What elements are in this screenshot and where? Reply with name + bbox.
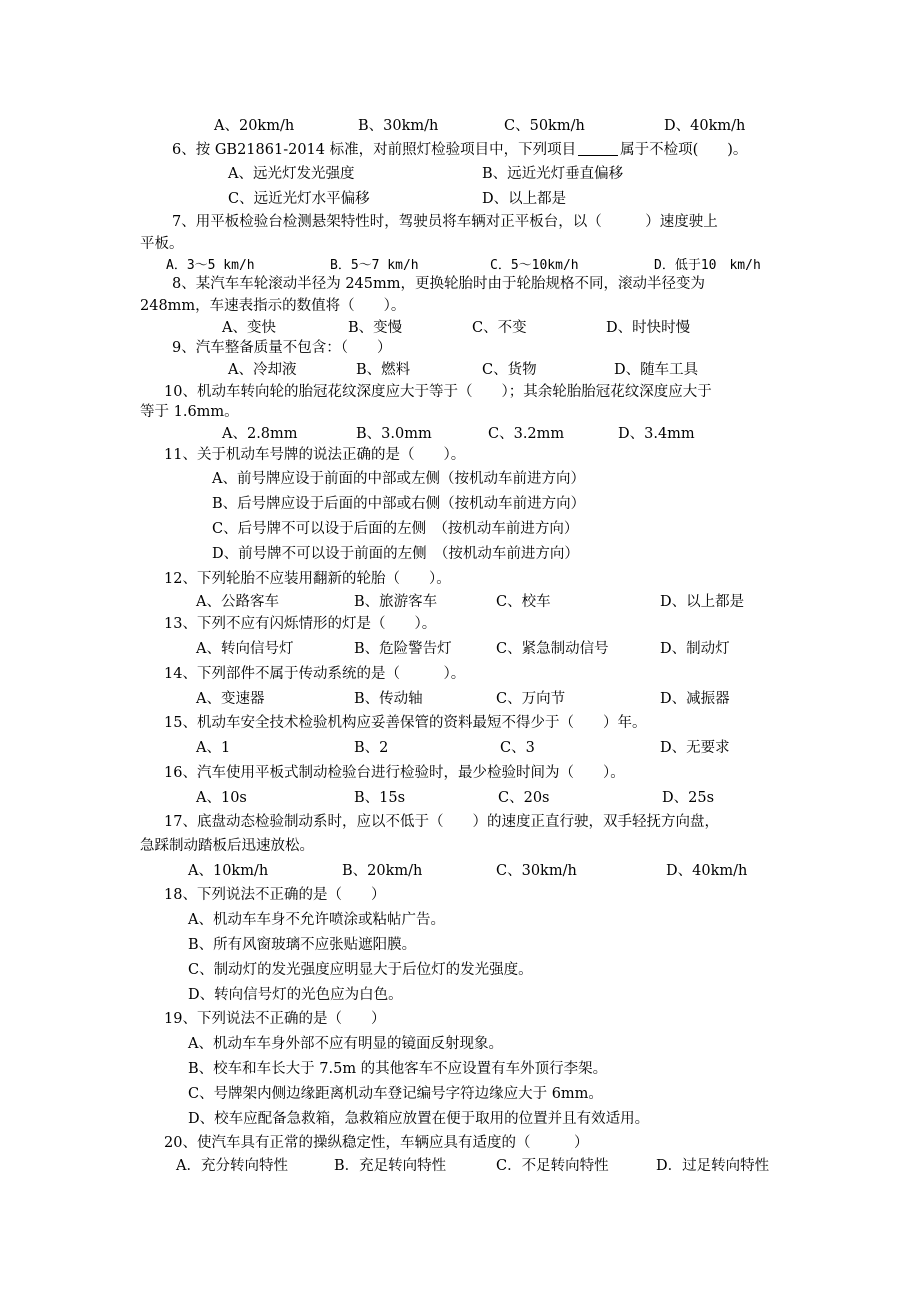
q6-option-b: B、远近光灯垂直偏移 xyxy=(482,166,624,182)
q7-option-c: C．5～10km/h xyxy=(490,258,579,273)
q5-option-a: A、20km/h xyxy=(214,118,295,134)
q10-stem-line2: 等于 1.6mm。 xyxy=(140,404,239,420)
q7-option-b: B．5～7 km/h xyxy=(330,258,419,273)
q11-option-b: B、后号牌应设于后面的中部或右侧（按机动车前进方向） xyxy=(212,496,586,512)
q17-stem-line1: 17、底盘动态检验制动系时，应以不低于（ ）的速度正直行驶，双手轻抚方向盘， xyxy=(164,814,719,830)
q18-option-a: A、机动车车身不允许喷涂或粘帖广告。 xyxy=(188,912,445,928)
q8-option-b: B、变慢 xyxy=(348,320,403,336)
q6-option-c: C、远近光灯水平偏移 xyxy=(228,191,370,207)
q8-stem-line2: 248mm，车速表指示的数值将（ ）。 xyxy=(140,298,406,314)
q15-option-b: B、2 xyxy=(354,740,389,756)
q11-option-a: A、前号牌应设于前面的中部或左侧（按机动车前进方向） xyxy=(212,471,585,487)
q6-stem-post: 属于不检项( )。 xyxy=(620,142,748,158)
q19-option-b: B、校车和车长大于 7.5m 的其他客车不应设置有车外顶行李架。 xyxy=(188,1061,608,1077)
q5-option-c: C、50km/h xyxy=(504,118,585,134)
q5-option-d: D、40km/h xyxy=(664,118,746,134)
q19-option-d: D、校车应配备急救箱，急救箱应放置在便于取用的位置并且有效适用。 xyxy=(188,1111,650,1127)
q10-option-d: D、3.4mm xyxy=(618,426,695,442)
q17-option-d: D、40km/h xyxy=(666,863,748,879)
q16-option-a: A、10s xyxy=(196,790,247,806)
q19-stem: 19、下列说法不正确的是（ ） xyxy=(164,1011,386,1027)
q13-stem: 13、下列不应有闪烁情形的灯是（ ）。 xyxy=(164,616,437,632)
q16-option-c: C、20s xyxy=(498,790,550,806)
q20-option-b: B．充足转向特性 xyxy=(334,1158,447,1174)
q9-stem: 9、汽车整备质量不包含：（ ） xyxy=(172,340,392,356)
q17-stem-line2: 急踩制动踏板后迅速放松。 xyxy=(140,838,314,854)
q12-option-b: B、旅游客车 xyxy=(354,594,438,610)
q15-option-c: C、3 xyxy=(500,740,535,756)
q7-option-a: A．3～5 km/h xyxy=(166,258,255,273)
q17-option-c: C、30km/h xyxy=(496,863,577,879)
q19-option-c: C、号牌架内侧边缘距离机动车登记编号字符边缘应大于 6mm。 xyxy=(188,1086,603,1102)
q13-option-d: D、制动灯 xyxy=(660,641,730,657)
q9-option-b: B、燃料 xyxy=(356,362,411,378)
q16-option-b: B、15s xyxy=(354,790,406,806)
q8-option-c: C、不变 xyxy=(472,320,527,336)
q7-stem-line2: 平板。 xyxy=(140,236,184,252)
q14-option-c: C、万向节 xyxy=(496,691,566,707)
q6-stem xyxy=(172,140,747,160)
q8-stem-line1: 8、某汽车车轮滚动半径为 245mm，更换轮胎时由于轮胎规格不同，滚动半径变为 xyxy=(172,276,706,292)
q15-option-d: D、无要求 xyxy=(660,740,730,756)
q14-stem: 14、下列部件不属于传动系统的是（ ）。 xyxy=(164,666,466,682)
q14-option-d: D、减振器 xyxy=(660,691,730,707)
q18-stem: 18、下列说法不正确的是（ ） xyxy=(164,887,386,903)
q16-stem: 16、汽车使用平板式制动检验台进行检验时，最少检验时间为（ ）。 xyxy=(164,765,625,781)
q18-option-c: C、制动灯的发光强度应明显大于后位灯的发光强度。 xyxy=(188,962,533,978)
q6-option-a: A、远光灯发光强度 xyxy=(228,166,355,182)
q10-stem-line1: 10、机动车转向轮的胎冠花纹深度应大于等于（ ）；其余轮胎胎冠花纹深度应大于 xyxy=(164,384,712,400)
q10-option-a: A、2.8mm xyxy=(222,426,298,442)
q12-option-a: A、公路客车 xyxy=(196,594,279,610)
q11-option-c: C、后号牌不可以设于后面的左侧 （按机动车前进方向） xyxy=(212,521,579,537)
q9-option-c: C、货物 xyxy=(482,362,537,378)
q13-option-c: C、紧急制动信号 xyxy=(496,641,609,657)
q11-stem: 11、关于机动车号牌的说法正确的是（ ）。 xyxy=(164,447,466,463)
q13-option-b: B、危险警告灯 xyxy=(354,641,452,657)
q17-option-a: A、10km/h xyxy=(188,863,269,879)
q13-option-a: A、转向信号灯 xyxy=(196,641,294,657)
q6-stem-pre: 6、按 GB21861-2014 标准，对前照灯检验项目中，下列项目 xyxy=(172,142,577,158)
q15-option-a: A、1 xyxy=(196,740,231,756)
q8-option-d: D、时快时慢 xyxy=(606,320,691,336)
q12-option-d: D、以上都是 xyxy=(660,594,745,610)
q16-option-d: D、25s xyxy=(662,790,715,806)
q8-option-a: A、变快 xyxy=(222,320,276,336)
q10-option-c: C、3.2mm xyxy=(488,426,565,442)
q9-option-d: D、随车工具 xyxy=(614,362,699,378)
q10-option-b: B、3.0mm xyxy=(356,426,432,442)
q12-option-c: C、校车 xyxy=(496,594,551,610)
q14-option-b: B、传动轴 xyxy=(354,691,423,707)
q11-option-d: D、前号牌不可以设于前面的左侧 （按机动车前进方向） xyxy=(212,546,579,562)
q15-stem: 15、机动车安全技术检验机构应妥善保管的资料最短不得少于（ ）年。 xyxy=(164,715,647,731)
q5-option-b: B、30km/h xyxy=(358,118,439,134)
q17-option-b: B、20km/h xyxy=(342,863,423,879)
q20-option-d: D．过足转向特性 xyxy=(656,1158,770,1174)
q14-option-a: A、变速器 xyxy=(196,691,265,707)
fill-blank xyxy=(578,141,618,156)
q20-option-a: A．充分转向特性 xyxy=(176,1158,288,1174)
q18-option-d: D、转向信号灯的光色应为白色。 xyxy=(188,987,403,1003)
q12-stem: 12、下列轮胎不应装用翻新的轮胎（ ）。 xyxy=(164,571,451,587)
q6-option-d: D、以上都是 xyxy=(482,191,567,207)
q18-option-b: B、所有风窗玻璃不应张贴遮阳膜。 xyxy=(188,937,417,953)
q19-option-a: A、机动车车身外部不应有明显的镜面反射现象。 xyxy=(188,1036,503,1052)
q20-option-c: C．不足转向特性 xyxy=(496,1158,609,1174)
q9-option-a: A、冷却液 xyxy=(228,362,297,378)
q20-stem: 20、使汽车具有正常的操纵稳定性，车辆应具有适度的（ ） xyxy=(164,1135,589,1151)
q7-option-d: D．低于10 km/h xyxy=(654,258,761,273)
q7-stem-line1: 7、用平板检验台检测悬架特性时，驾驶员将车辆对正平板台，以（ ）速度驶上 xyxy=(172,214,718,230)
